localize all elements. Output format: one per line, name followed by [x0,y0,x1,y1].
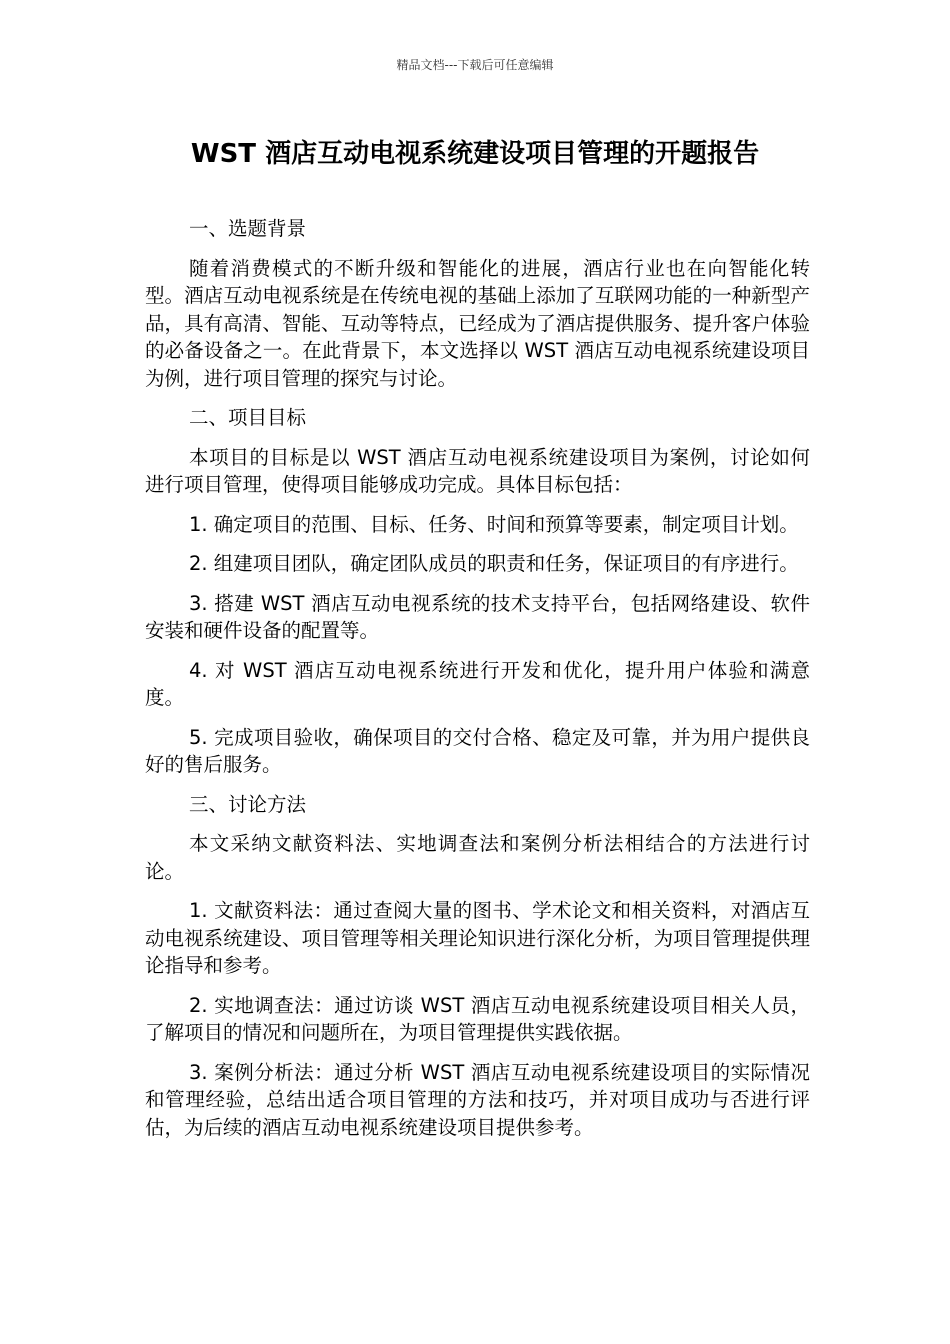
paragraph-background: 随着消费模式的不断升级和智能化的进展，酒店行业也在向智能化转型。酒店互动电视系统是在传统电视的基础上添加了互联网功能的一种新型产品，具有高清、智能、互动等特点，已经成为了酒店提供服务、提升客户体验的必备设备之一。在此背景下，本文选择以 WST 酒店互动电视系统建设项目为例，进行项目管理的探究与讨论。 [145,256,810,390]
list-item-method-3: 3. 案例分析法：通过分析 WST 酒店互动电视系统建设项目的实际情况和管理经验，总结出适合项目管理的方法和技巧，并对项目成功与否进行评估，为后续的酒店互动电视系统建设项目提供参考。 [145,1060,810,1139]
list-item-objective-2: 2. 组建项目团队，确定团队成员的职责和任务，保证项目的有序进行。 [189,552,799,575]
list-item-method-1: 1. 文献资料法：通过查阅大量的图书、学术论文和相关资料，对酒店互动电视系统建设、项目管理等相关理论知识进行深化分析，为项目管理提供理论指导和参考。 [145,899,810,977]
list-item-objective-5: 5. 完成项目验收，确保项目的交付合格、稳定及可靠，并为用户提供良好的售后服务。 [145,725,810,776]
paragraph-methods-intro: 本文采纳文献资料法、实地调查法和案例分析法相结合的方法进行讨论。 [145,832,810,883]
list-item-objective-1: 1. 确定项目的范围、目标、任务、时间和预算等要素，制定项目计划。 [189,512,799,536]
document-body [145,215,810,1153]
document-title: WST 酒店互动电视系统建设项目管理的开题报告 [190,139,760,169]
list-item-objective-4: 4. 对 WST 酒店互动电视系统进行开发和优化，提升用户体验和满意度。 [145,658,810,709]
page-header-watermark: 精品文档---下载后可任意编辑 [396,58,554,72]
section-heading-methods: 三、讨论方法 [189,792,307,816]
paragraph-objectives-intro: 本项目的目标是以 WST 酒店互动电视系统建设项目为案例，讨论如何进行项目管理，使得项目能够成功完成。具体目标包括： [145,445,810,496]
list-item-method-2: 2. 实地调查法：通过访谈 WST 酒店互动电视系统建设项目相关人员，了解项目的情况和问题所在，为项目管理提供实践依据。 [145,993,810,1044]
section-heading-background: 一、选题背景 [189,217,307,240]
section-heading-objectives: 二、项目目标 [189,406,307,429]
list-item-objective-3: 3. 搭建 WST 酒店互动电视系统的技术支持平台，包括网络建设、软件安装和硬件设备的配置等。 [145,591,810,642]
